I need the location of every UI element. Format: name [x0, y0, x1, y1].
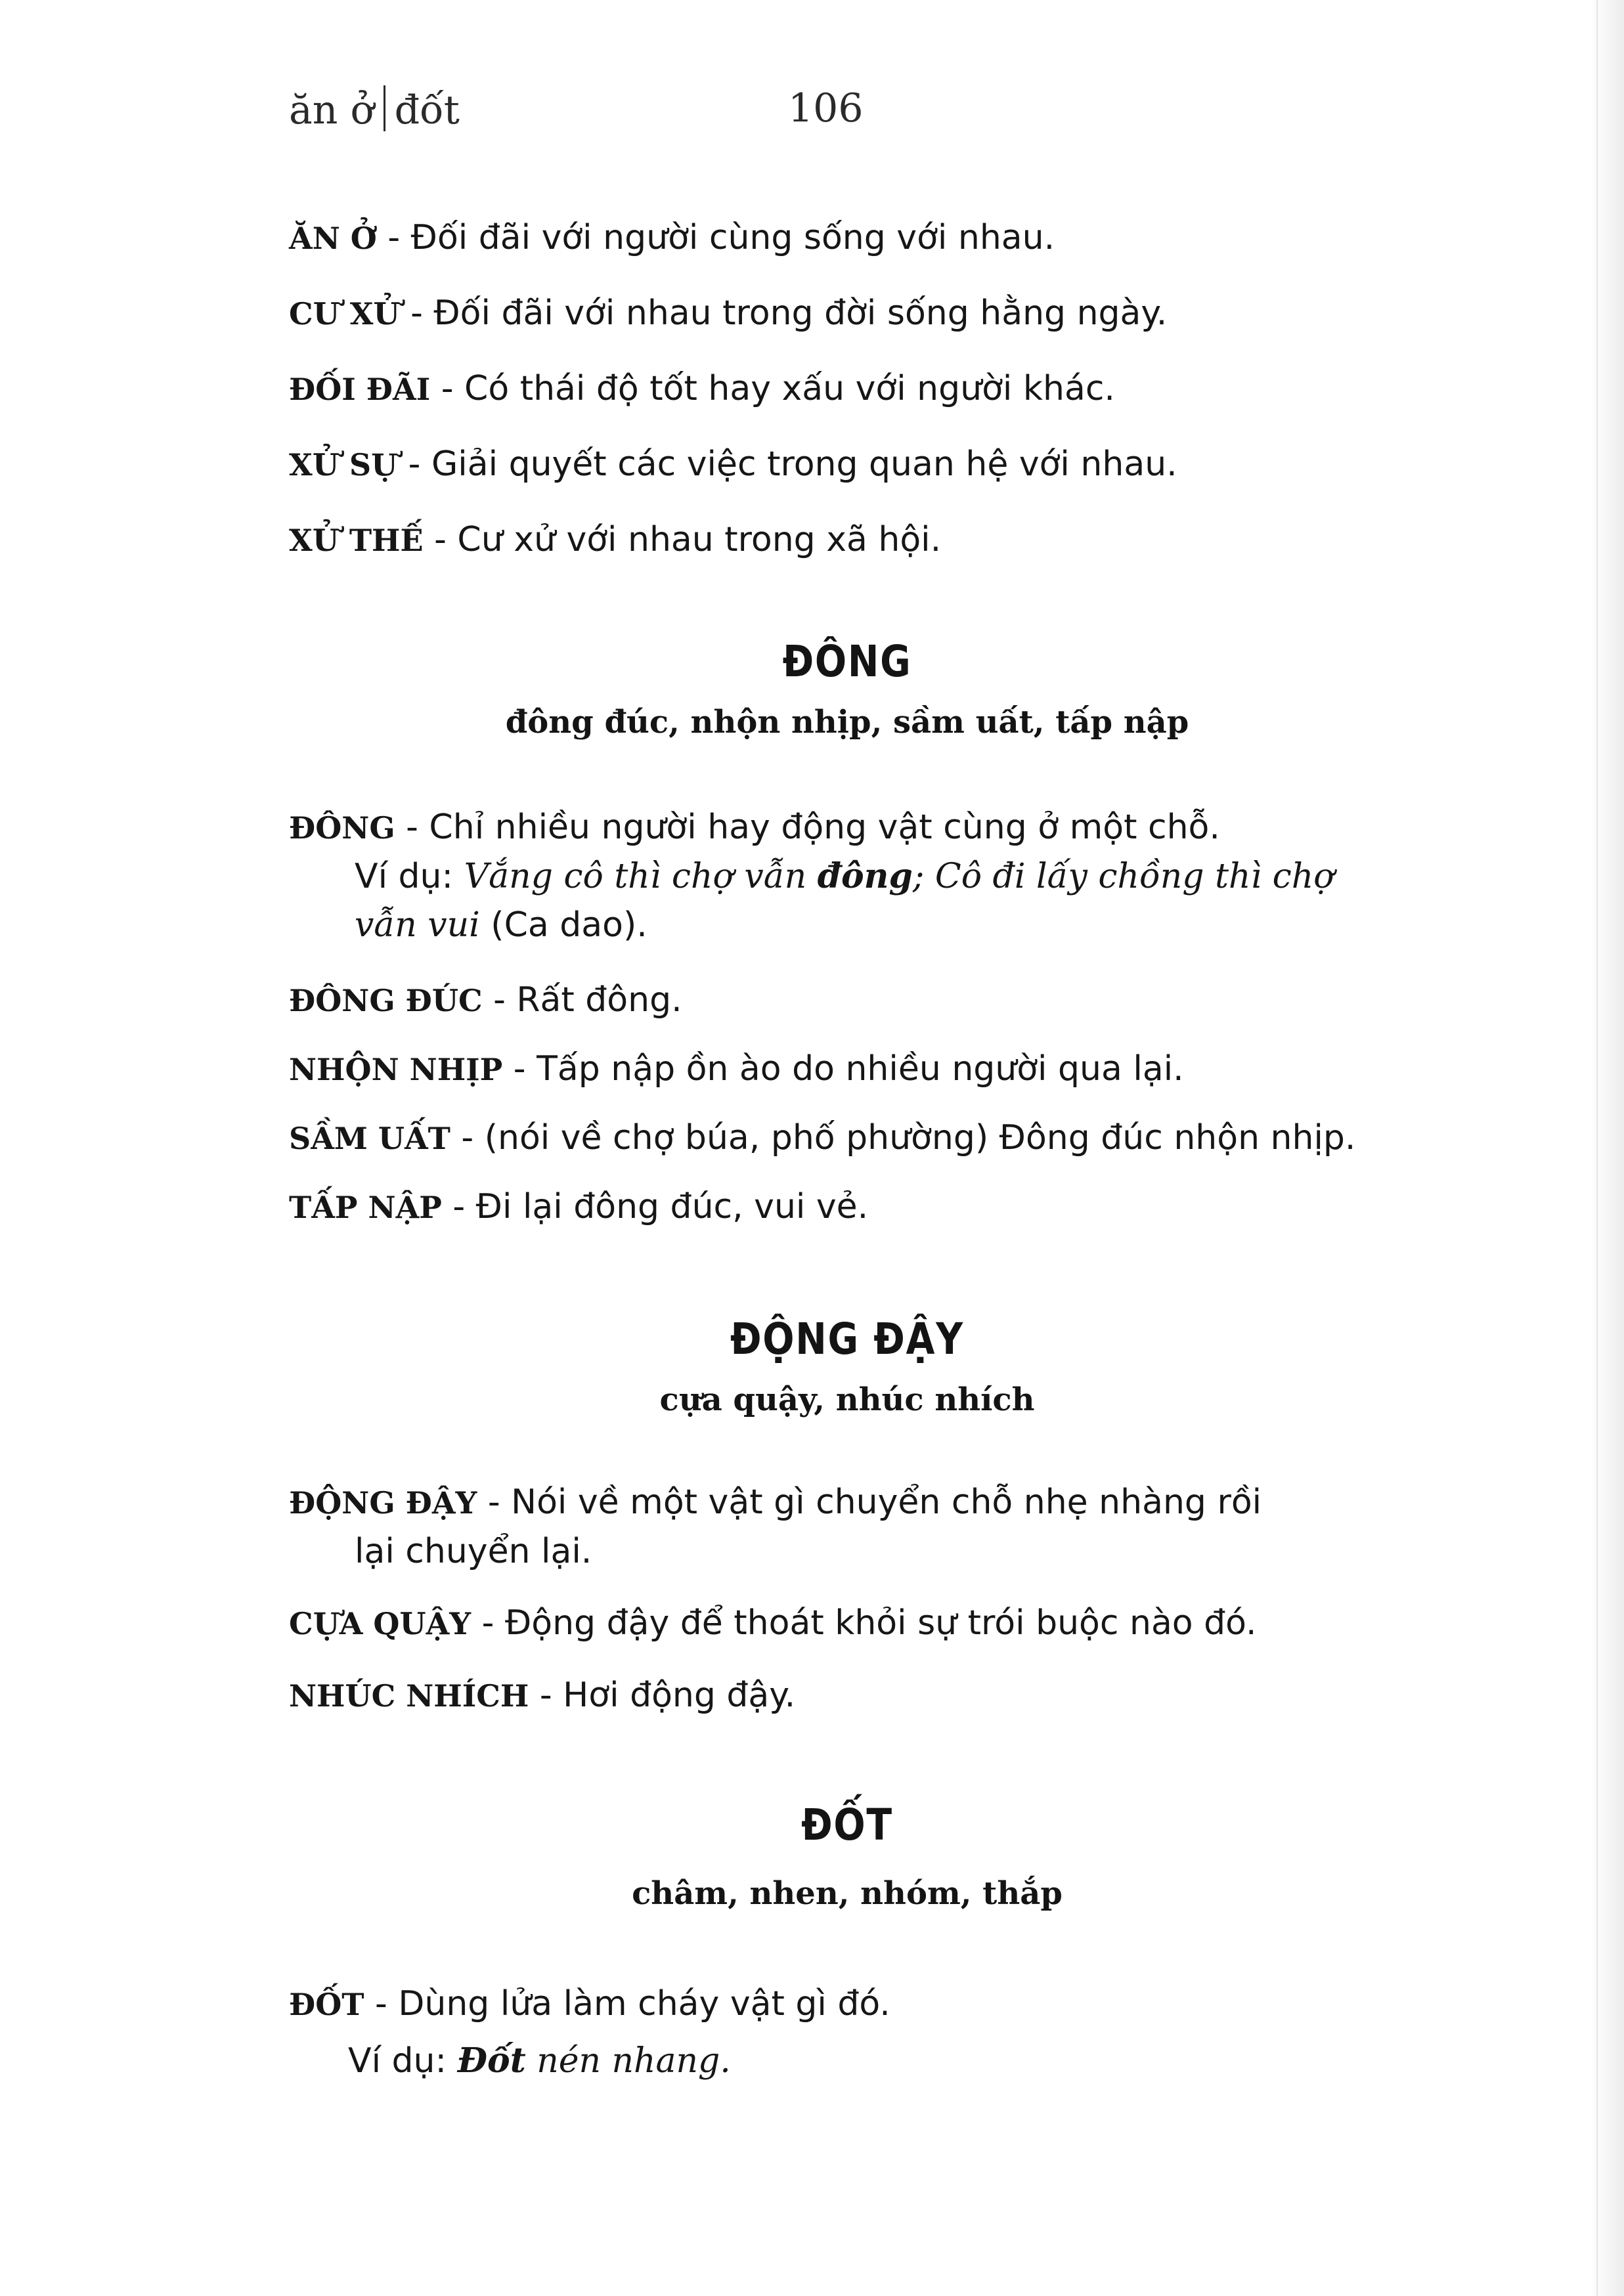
- entry-definition: - Động đậy để thoát khỏi sự trói buộc nào đó.: [471, 1603, 1257, 1643]
- entry-term: ĂN Ở: [289, 221, 377, 256]
- entry: [289, 1983, 1405, 2025]
- page-edge-line: [1596, 0, 1598, 2296]
- entry-example: [289, 856, 1405, 898]
- entry-definition: - Dùng lửa làm cháy vật gì đó.: [364, 1984, 890, 2024]
- example-keyword: Đốt: [457, 2041, 526, 2081]
- page-edge-shadow: [1590, 0, 1624, 2296]
- entry: [289, 443, 1405, 486]
- entry-definition: - Có thái độ tốt hay xấu với người khác.: [430, 369, 1115, 408]
- entry-definition: - Hơi động đậy.: [529, 1676, 796, 1715]
- entry-term: ĐỘNG ĐẬY: [289, 1485, 477, 1521]
- entry-definition: - Đối đãi với nhau trong đời sống hằng ngày.: [399, 293, 1168, 333]
- section-heading: ĐỐT: [801, 1800, 893, 1850]
- example-label: Ví dụ:: [355, 857, 464, 896]
- example-keyword: đông: [817, 856, 913, 896]
- entry-group-dong: [289, 806, 1405, 1228]
- entry-term: TẤP NẬP: [289, 1190, 442, 1225]
- entry-definition: - Nói về một vật gì chuyển chỗ nhẹ nhàng rồi: [477, 1483, 1262, 1522]
- section-synonyms: đông đúc, nhộn nhịp, sầm uất, tấp nập: [505, 704, 1189, 741]
- entry-definition: - Giải quyết các việc trong quan hệ với nhau.: [397, 444, 1177, 484]
- entry-term: ĐỐI ĐÃI: [289, 372, 431, 407]
- example-text: ; Cô đi lấy chồng thì chợ: [912, 857, 1334, 896]
- entry-definition: - Chỉ nhiều người hay động vật cùng ở một chỗ.: [395, 808, 1220, 847]
- entry: [289, 979, 1405, 1022]
- running-header: [289, 85, 1274, 144]
- entry: [289, 292, 1405, 335]
- entry: [289, 1117, 1405, 1159]
- entry-term: NHỘN NHỊP: [289, 1052, 503, 1087]
- entry-group-dong-day: [289, 1481, 1405, 1717]
- entry-definition: - Đi lại đông đúc, vui vẻ.: [441, 1187, 869, 1226]
- entry-term: ĐỐT: [289, 1987, 364, 2022]
- example-text: vẫn vui: [355, 905, 480, 945]
- header-range-end: đốt: [394, 87, 460, 133]
- entry-example: [289, 2040, 1405, 2082]
- entry-term: XỬ SỰ: [289, 447, 398, 483]
- entry-term: ĐÔNG: [289, 810, 395, 846]
- example-label: Ví dụ:: [348, 2041, 458, 2081]
- entry-term: CỰA QUẬY: [289, 1606, 472, 1641]
- entry-term: NHÚC NHÍCH: [289, 1678, 529, 1714]
- entry: [289, 368, 1405, 410]
- entry: [289, 1048, 1405, 1091]
- entry-definition: - Đối đãi với người cùng sống với nhau.: [376, 218, 1055, 257]
- entry-definition: - Rất đông.: [482, 980, 682, 1020]
- section-heading: ĐÔNG: [782, 636, 912, 687]
- entry-term: ĐÔNG ĐÚC: [289, 983, 483, 1018]
- page-number: 106: [788, 85, 864, 131]
- entry: [289, 519, 1405, 561]
- entry: [289, 1481, 1405, 1524]
- entry-definition: - Cư xử với nhau trong xã hội.: [423, 520, 942, 559]
- section-synonyms: châm, nhen, nhóm, thắp: [632, 1875, 1063, 1912]
- section-heading: ĐỘNG ĐẬY: [730, 1314, 965, 1364]
- entry: [289, 1186, 1405, 1228]
- entry-definition-continued: lại chuyển lại.: [355, 1532, 592, 1571]
- entry-definition: - (nói về chợ búa, phố phường) Đông đúc nhộn nhịp.: [450, 1118, 1356, 1158]
- entry-term: XỬ THẾ: [289, 523, 424, 558]
- header-separator: [384, 85, 385, 131]
- example-text: Vắng cô thì chợ vẫn: [464, 857, 818, 896]
- entry: [289, 806, 1405, 849]
- entry-term: SẦM UẤT: [289, 1121, 450, 1156]
- entry-group-dot: [289, 1983, 1405, 2082]
- entry-term: CƯ XỬ: [289, 296, 400, 332]
- entry-example-continued: [289, 904, 1405, 946]
- header-guide-words: [289, 85, 460, 133]
- section-synonyms: cựa quậy, nhúc nhích: [659, 1381, 1035, 1418]
- entry: [289, 1674, 1405, 1717]
- header-range-start: ăn ở: [289, 87, 374, 133]
- entry-definition: - Tấp nập ồn ào do nhiều người qua lại.: [502, 1049, 1184, 1089]
- entry-group-an-o: [289, 217, 1405, 561]
- entry: [289, 1602, 1405, 1645]
- example-text: nén nhang.: [525, 2041, 731, 2081]
- example-source: (Ca dao).: [479, 905, 647, 945]
- entry: [289, 217, 1405, 259]
